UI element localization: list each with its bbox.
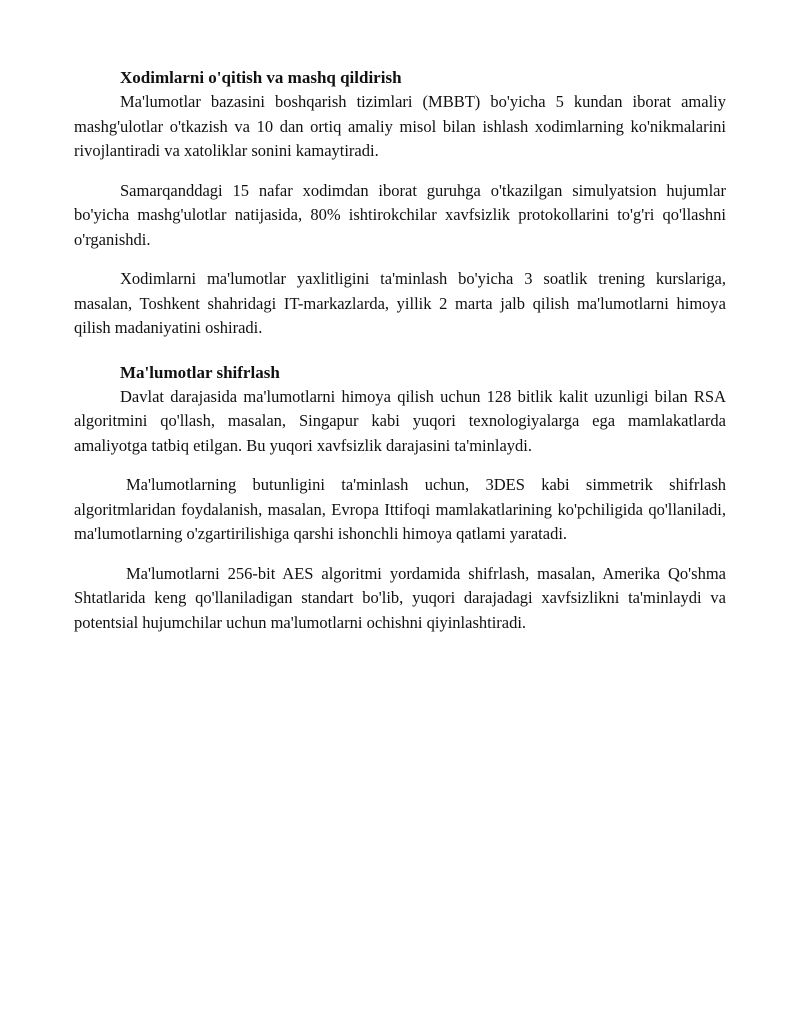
paragraph-training-2: Samarqanddagi 15 nafar xodimdan iborat guruhga o'tkazilgan simulyatsion hujumlar bo'yicha mashg'ulotlar natijasida, 80% ishtirokchilar xavfsizlik protokollarini to'g'ri qo'llashni o'rganishdi.: [74, 180, 726, 249]
paragraph-encryption-1: Davlat darajasida ma'lumotlarni himoya qilish uchun 128 bitlik kalit uzunligi bilan RSA algoritmini qo'llash, masalan, Singapur kabi yuqori texnologiyalarga ega mamlakatlarda amaliyotga tatbiq etilgan. Bu yuqori xavfsizlik darajasini ta'minlaydi.: [74, 386, 726, 455]
section-heading-encryption: Ma'lumotlar shifrlash: [120, 362, 280, 382]
paragraph-training-1: Ma'lumotlar bazasini boshqarish tizimlari (MBBT) bo'yicha 5 kundan iborat amaliy mashg'ulotlar o'tkazish va 10 dan ortiq amaliy misol bilan ishlash xodimlarning ko'nikmalarini rivojlantiradi va xatoliklar sonini kamaytiradi.: [74, 92, 726, 160]
document-page: [74, 66, 726, 650]
paragraph-encryption-3: Ma'lumotlarni 256-bit AES algoritmi yordamida shifrlash, masalan, Amerika Qo'shma Shtatlarida keng qo'llaniladigan standart bo'lib, yuqori darajadagi xavfsizlikni ta'minlaydi va potentsial hujumchilar uchun ma'lumotlarni ochishni qiyinlashtiradi.: [74, 563, 726, 632]
paragraph-training-3: Xodimlarni ma'lumotlar yaxlitligini ta'minlash bo'yicha 3 soatlik trening kurslariga, masalan, Toshkent shahridagi IT-markazlarda, yillik 2 marta jalb qilish ma'lumotlarni himoya qilish madaniyatini oshiradi.: [74, 269, 726, 337]
section-heading-training: Xodimlarni o'qitish va mashq qildirish: [120, 68, 402, 87]
paragraph-encryption-2: Ma'lumotlarning butunligini ta'minlash uchun, 3DES kabi simmetrik shifrlash algoritmlaridan foydalanish, masalan, Evropa Ittifoqi mamlakatlarining ko'pchiligida qo'llaniladi, ma'lumotlarning o'zgartirilishiga qarshi ishonchli himoya qatlami yaratadi.: [74, 475, 726, 543]
